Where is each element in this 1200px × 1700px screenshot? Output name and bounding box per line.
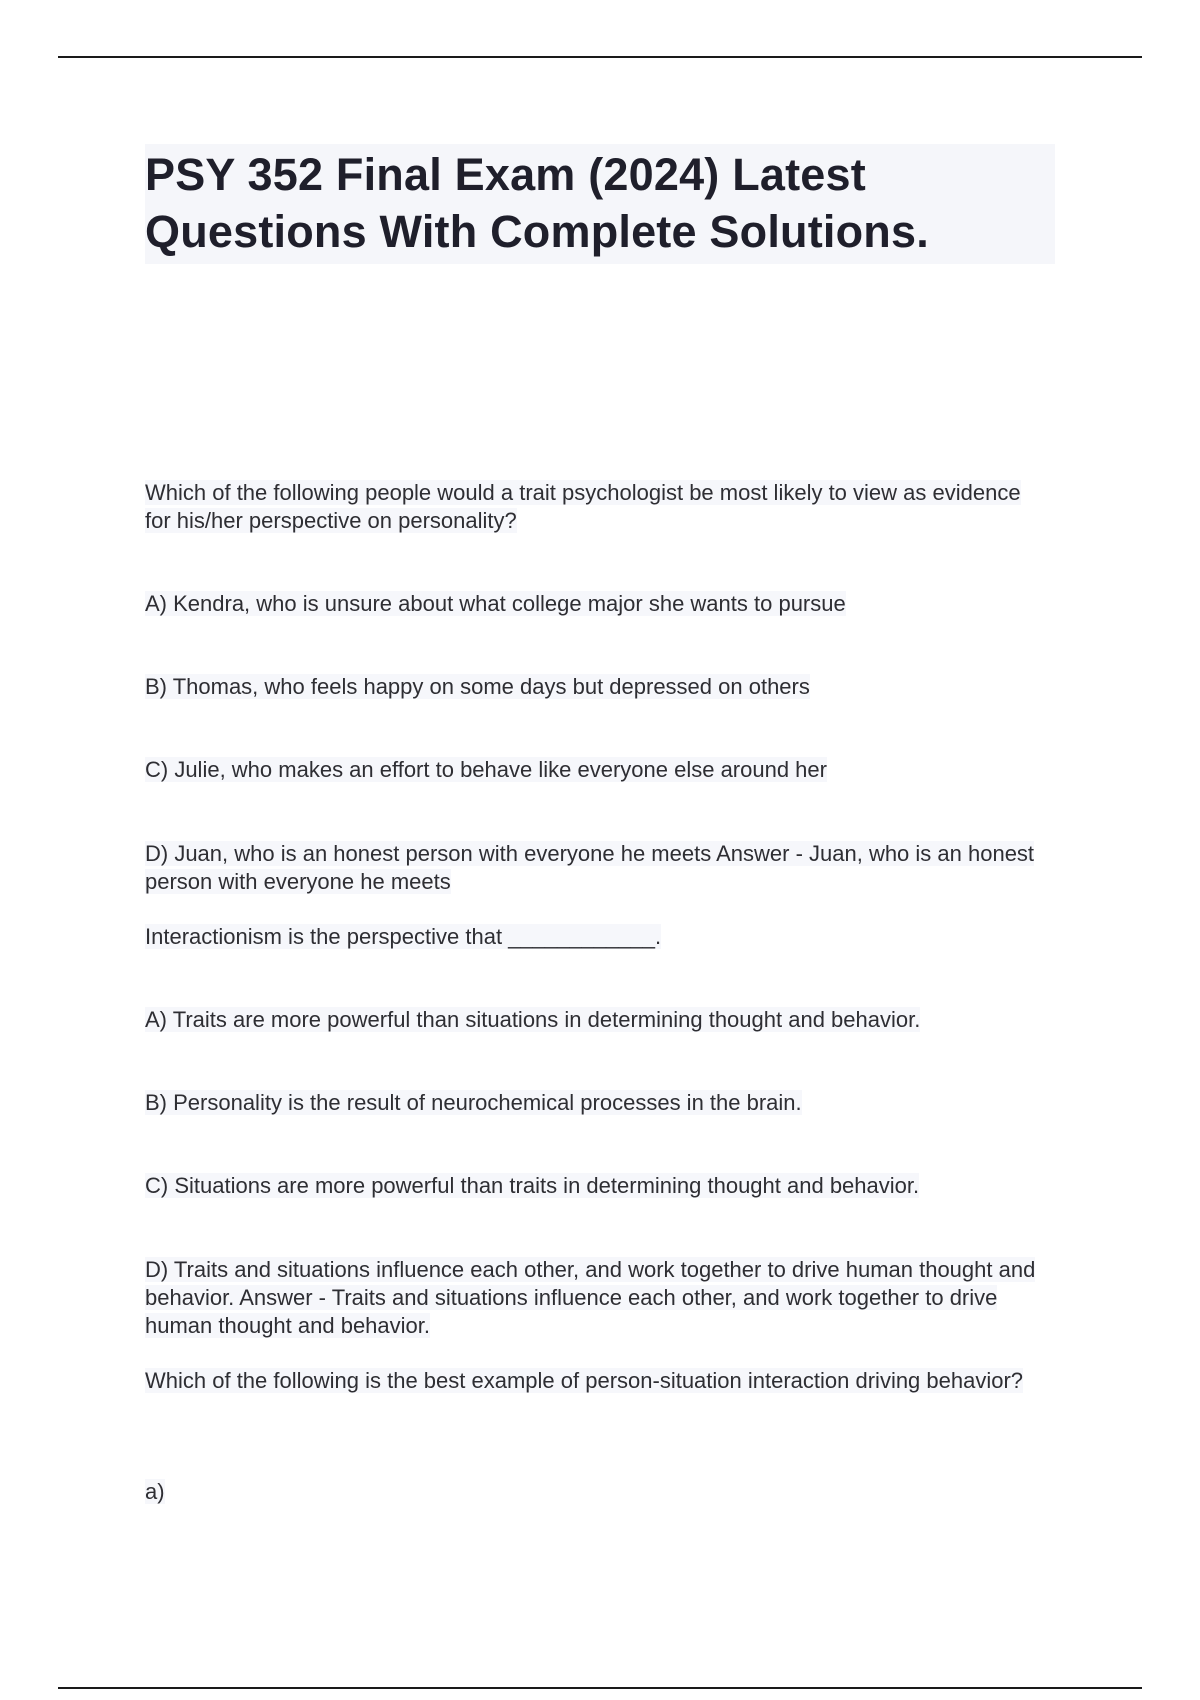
question-1-option-a: A) Kendra, who is unsure about what college major she wants to pursue	[145, 591, 846, 616]
question-3-prompt: Which of the following is the best example of person-situation interaction driving behavior?	[145, 1368, 1024, 1393]
question-2-option-a: A) Traits are more powerful than situations in determining thought and behavior.	[145, 1007, 921, 1032]
question-2-option-d: D) Traits and situations influence each other, and work together to drive human thought and behavior. Answer - Traits and situations influence each other, and work together to drive human thought and behavior.	[145, 1257, 1036, 1338]
question-3-option-a: a)	[145, 1479, 165, 1504]
question-2-option-c: C) Situations are more powerful than traits in determining thought and behavior.	[145, 1173, 920, 1198]
question-1-option-c: C) Julie, who makes an effort to behave like everyone else around her	[145, 757, 827, 782]
question-1-prompt: Which of the following people would a trait psychologist be most likely to view as evidence for his/her perspective on personality?	[145, 480, 1021, 533]
question-1-option-d: D) Juan, who is an honest person with everyone he meets Answer - Juan, who is an honest person with everyone he meets	[145, 841, 1035, 894]
question-2-prompt: Interactionism is the perspective that ____________.	[145, 924, 662, 949]
document-title: PSY 352 Final Exam (2024) Latest Questions With Complete Solutions.	[145, 149, 929, 257]
bottom-rule	[58, 1687, 1142, 1689]
top-rule	[58, 56, 1142, 58]
question-2-option-b: B) Personality is the result of neurochemical processes in the brain.	[145, 1090, 802, 1115]
title-block	[145, 144, 1055, 264]
question-1-option-b: B) Thomas, who feels happy on some days but depressed on others	[145, 674, 810, 699]
